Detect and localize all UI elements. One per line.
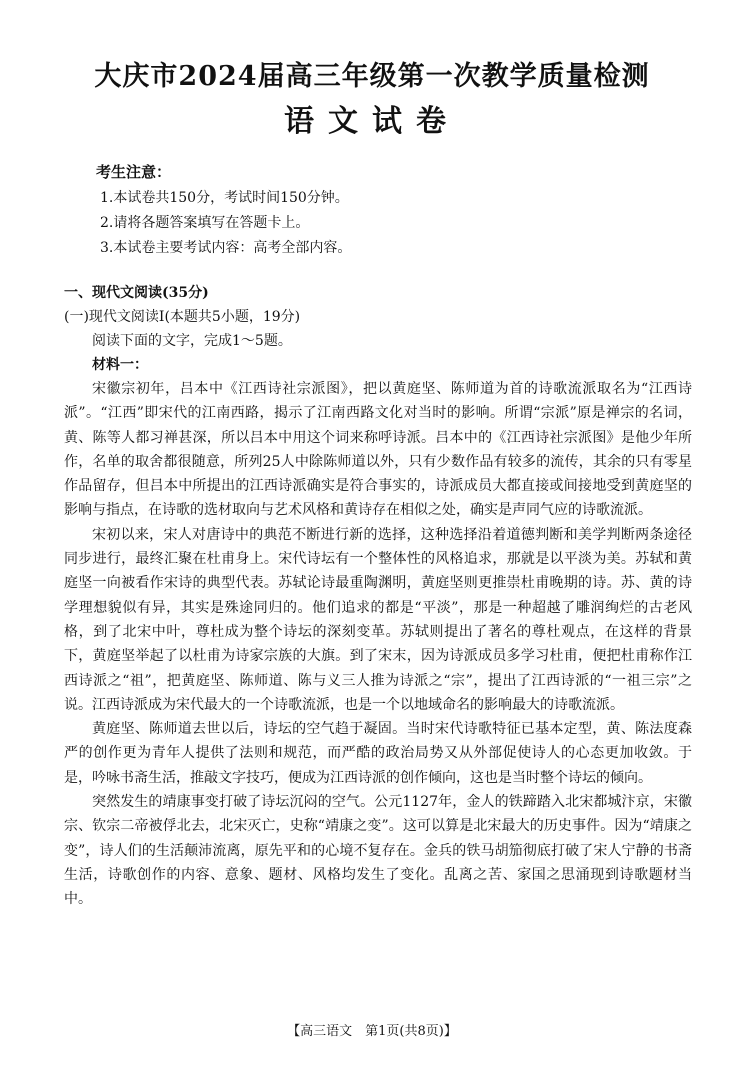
section-header — [64, 281, 696, 377]
section-title: 一、现代文阅读(35分) — [64, 285, 209, 301]
notice-heading: 考生注意： — [96, 163, 172, 181]
notice-item: 3.本试卷主要考试内容：高考全部内容。 — [100, 240, 352, 256]
reading-instruction: 阅读下面的文字，完成1～5题。 — [92, 333, 292, 349]
subsection-title: (一)现代文阅读Ⅰ(本题共5小题，19分) — [64, 309, 301, 325]
passage-paragraph: 黄庭坚、陈师道去世以后，诗坛的空气趋于凝固。当时宋代诗歌特征已基本定型，黄、陈法度森严的创作更为青年人提供了法则和规范，而严酷的政治局势又从外部促使诗人的心态更加收敛。于是，吟咏书斋生活，推敲文字技巧，便成为江西诗派的创作倾向，这也是当时整个诗坛的倾向。 — [64, 721, 692, 786]
passage-paragraph: 宋徽宗初年，吕本中《江西诗社宗派图》，把以黄庭坚、陈师道为首的诗歌流派取名为“江西诗派”。“江西”即宋代的江南西路，揭示了江南西路文化对当时的影响。所谓“宗派”原是禅宗的名词，黄、陈等人都习禅甚深，所以吕本中用这个词来称呼诗派。吕本中的《江西诗社宗派图》是他少年所作，名单的取舍都很随意，所列25人中除陈师道以外，只有少数作品有较多的流传，其余的只有零星作品留存，但吕本中所提出的江西诗派确实是符合事实的，诗派成员大都直接或间接地受到黄庭坚的影响与指点，在诗歌的选材取向与艺术风格和黄诗存在相似之处，确实是声同气应的诗歌流派。 — [64, 381, 692, 519]
notice-item: 2.请将各题答案填写在答题卡上。 — [100, 215, 310, 231]
exam-title: 大庆市2024届高三年级第一次教学质量检测 — [94, 61, 650, 92]
passage-paragraph: 突然发生的靖康事变打破了诗坛沉闷的空气。公元1127年，金人的铁蹄踏入北宋都城汴京，宋徽宗、钦宗二帝被俘北去，北宋灭亡，史称“靖康之变”。这可以算是北宋最大的历史事件。因为“靖康之变”，诗人们的生活颠沛流离，原先平和的心境不复存在。金兵的铁马胡笳彻底打破了宋人宁静的书斋生活，诗歌创作的内容、意象、题材、风格均发生了变化。乱离之苦、家国之思涌现到诗歌题材当中。 — [64, 794, 692, 908]
subject-title: 语文试卷 — [284, 104, 460, 139]
passage-paragraph: 宋初以来，宋人对唐诗中的典范不断进行新的选择，这种选择沿着道德判断和美学判断两条途径同步进行，最终汇聚在杜甫身上。宋代诗坛有一个整体性的风格追求，那就是以平淡为美。苏轼和黄庭坚一向被看作宋诗的典型代表。苏轼论诗最重陶渊明，黄庭坚则更推崇杜甫晚期的诗。苏、黄的诗学理想貌似有异，其实是殊途同归的。他们追求的都是“平淡”，那是一种超越了雕润绚烂的古老风格，到了北宋中叶，尊杜成为整个诗坛的深刻变革。苏轼则提出了著名的尊杜观点，在这样的背景下，黄庭坚举起了以杜甫为诗家宗族的大旗。到了宋末，因为诗派成员多学习杜甫，便把杜甫称作江西诗派之“祖”，把黄庭坚、陈师道、陈与义三人推为诗派之“宗”，提出了江西诗派的“一祖三宗”之说。江西诗派成为宋代最大的一个诗歌流派，也是一个以地域命名的影响最大的诗歌流派。 — [64, 526, 692, 713]
notice-item: 1.本试卷共150分，考试时间150分钟。 — [100, 190, 349, 206]
material-label: 材料一： — [92, 357, 148, 373]
page-footer: 【高三语文 第1页(共8页)】 — [287, 1024, 457, 1039]
candidate-notice — [96, 160, 696, 261]
reading-passage — [64, 377, 692, 912]
